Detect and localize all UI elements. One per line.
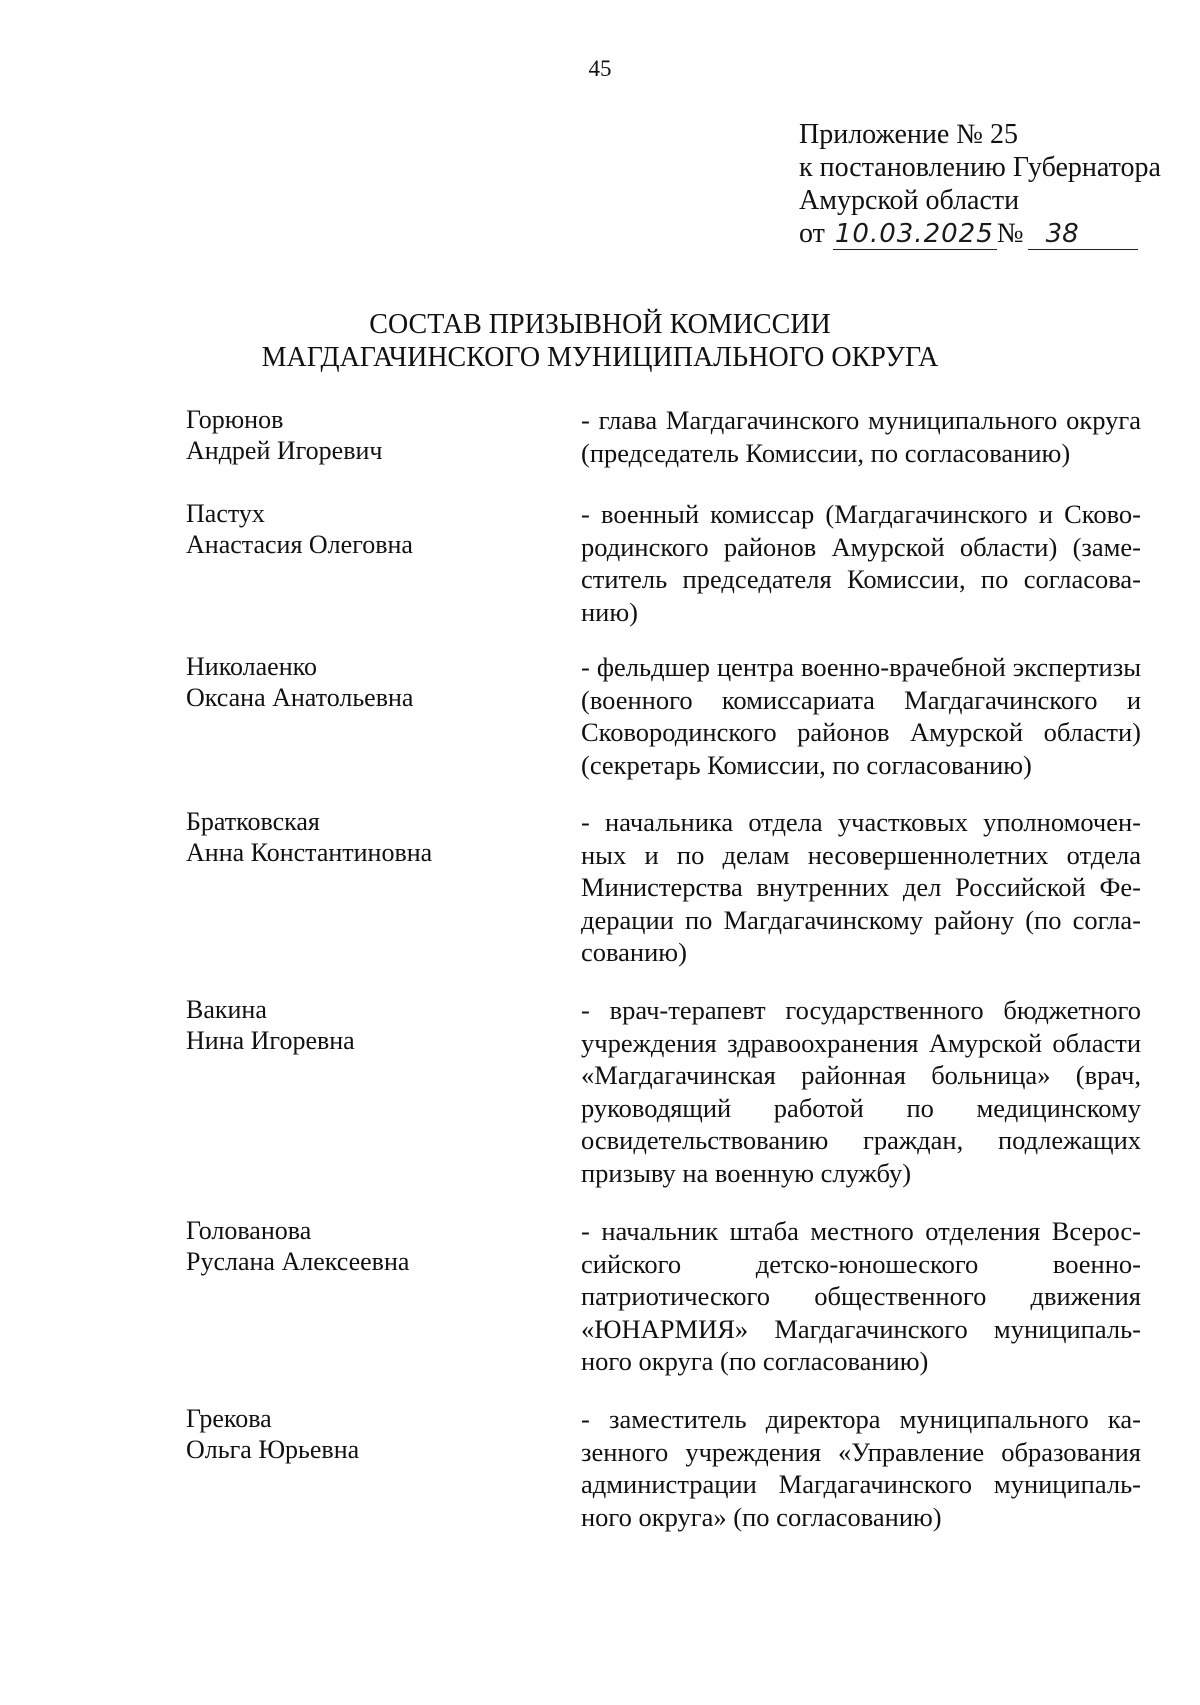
member-given-names: Ольга Юрьевна [186,1435,360,1464]
number-prefix: № [996,218,1024,249]
member-given-names: Анастасия Олеговна [186,530,413,559]
member-given-names: Андрей Игоревич [186,436,383,465]
member-given-names: Нина Игоревна [186,1026,355,1055]
member-surname: Голованова [186,1216,312,1245]
member-surname: Горюнов [186,405,284,434]
document-title [0,308,1200,374]
appendix-title: Приложение № 25 [799,119,1018,150]
title-line-1: СОСТАВ ПРИЗЫВНОЙ КОМИССИИ [369,309,831,340]
title-line-2: МАГДАГАЧИНСКОГО МУНИЦИПАЛЬНОГО ОКРУГА [261,342,939,373]
member-role: - врач-терапевт государственного бюджетного учреждения здравоохранения Амурской области «Магдагачинская районная больница» (врач, руководящий работой по медицинскому освидетельствованию граждан, подлежащих призыву на военную службу) [581,995,1141,1188]
member-name [186,806,546,868]
member-name [186,1215,546,1277]
member-name [186,1403,546,1465]
member-role: - фельдшер центра военно-врачебной экспертизы (военного комиссариата Магдагачинского и Сковородинского районов Амурской области) (секретарь Комиссии, по согласованию) [581,652,1141,780]
appendix-region: Амурской области [799,185,1020,216]
member-surname: Пастух [186,499,265,528]
appendix-block [799,118,1161,250]
member-given-names: Анна Константиновна [186,838,433,867]
member-surname: Грекова [186,1404,272,1433]
page-number: 45 [588,56,612,81]
member-name [186,498,546,560]
handwritten-date: 10.03.2025 [833,219,997,250]
member-role: - заместитель директора муниципального казенного учреждения «Управление образования администрации Магдагачинского муниципального округа» (по согласованию) [581,1404,1141,1532]
date-prefix: от [799,218,825,249]
appendix-reference: к постановлению Губернатора [799,152,1161,183]
member-name [186,994,546,1056]
member-given-names: Руслана Алексеевна [186,1247,410,1276]
member-name [186,651,546,713]
member-surname: Братковская [186,807,320,836]
member-name [186,404,546,466]
member-role: - начальник штаба местного отделения Всероссийского детско-юношеского военно-патриотического общественного движения «ЮНАРМИЯ» Магдагачинского муниципального округа (по согласованию) [581,1216,1141,1376]
member-role: - глава Магдагачинского муниципального округа (председатель Комиссии, по согласованию) [581,405,1141,468]
member-role: - военный комиссар (Магдагачинского и Сковородинского районов Амурской области) (заместитель председателя Комиссии, по согласованию) [581,499,1141,627]
member-given-names: Оксана Анатольевна [186,683,414,712]
member-surname: Николаенко [186,652,317,681]
handwritten-number: 38 [1028,219,1138,250]
appendix-date-line [799,217,1161,250]
member-surname: Вакина [186,995,267,1024]
member-role: - начальника отдела участковых уполномоченных и по делам несовершеннолетних отдела Министерства внутренних дел Российской Федерации по Магдагачинскому району (по согласованию) [581,807,1141,967]
